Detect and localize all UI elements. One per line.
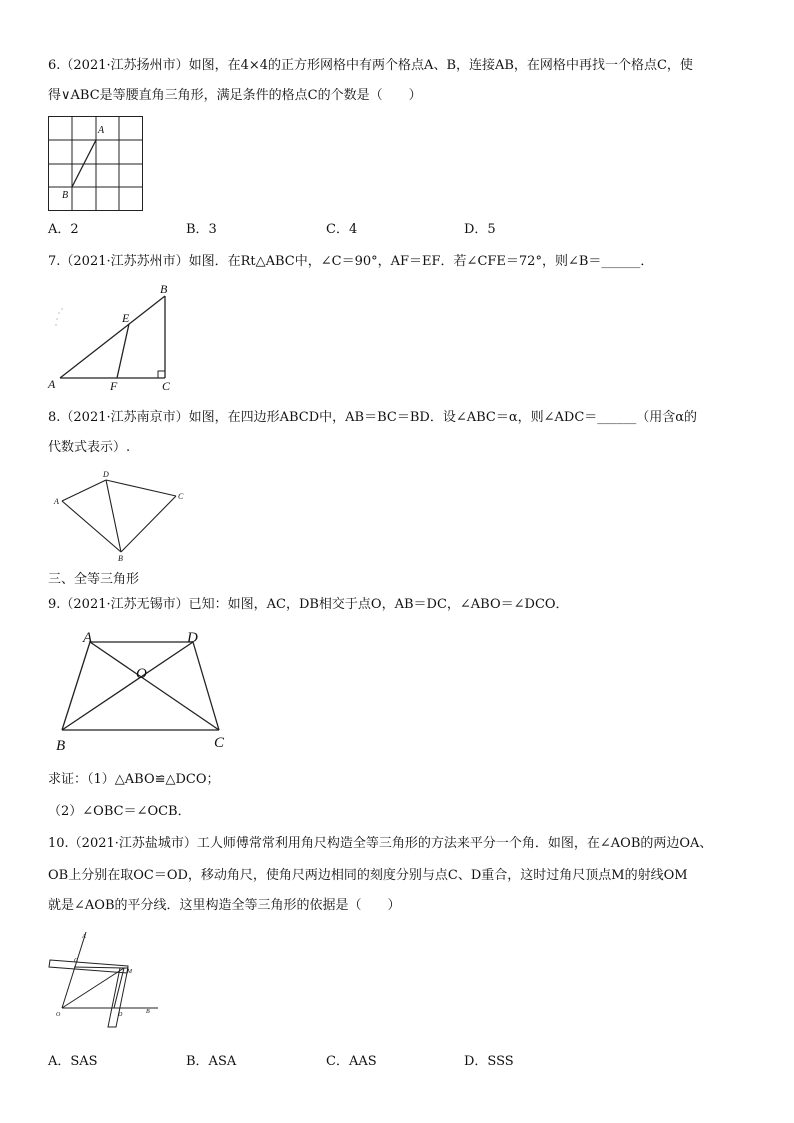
- q6-grid-figure: [48, 116, 144, 212]
- q6-text-line1: 6.（2021·江苏扬州市）如图，在4×4的正方形网格中有两个格点A、B，连接AB，在网格中再找一个格点C，使: [48, 58, 693, 73]
- q9-label-d: D: [187, 630, 198, 646]
- q9-text: 9.（2021·江苏无锡市）已知：如图，AC，DB相交于点O，AB＝DC，∠ABO＝∠DCO．: [48, 597, 569, 612]
- q7-text: 7.（2021·江苏苏州市）如图．在Rt△ABC中，∠C＝90°，AF＝EF．若∠CFE＝72°，则∠B＝______．: [48, 254, 654, 269]
- q10-label-a: A: [82, 934, 86, 940]
- q10-text-line3: 就是∠AOB的平分线．这里构造全等三角形的依据是（ ）: [48, 898, 401, 913]
- q7-label-b: B: [160, 282, 168, 296]
- q10-label-b: B: [146, 1009, 150, 1015]
- q7-label-e: E: [122, 311, 130, 325]
- q8-label-a: A: [54, 497, 59, 506]
- q10-text-line2: OB上分别在取OC＝OD，移动角尺，使角尺两边相同的刻度分别与点C、D重合，这时过角尺顶点M的射线OM: [48, 868, 688, 883]
- q6-choices: [48, 222, 496, 238]
- q10-text-line1: 10.（2021·江苏盐城市）工人师傅常常利用角尺构造全等三角形的方法来平分一个角．如图，在∠AOB的两边OA、: [48, 836, 713, 851]
- q9-proof-2: （2）∠OBC＝∠OCB．: [48, 804, 191, 819]
- q8-label-c: C: [178, 492, 184, 501]
- q6-label-b: B: [62, 190, 69, 201]
- q9-proof-1: 求证：（1）△ABO≌△DCO；: [48, 772, 220, 787]
- q6-choice-d[interactable]: D．5: [464, 222, 496, 237]
- q10-label-d: D: [118, 1012, 123, 1018]
- q8-quadrilateral-figure: [48, 468, 196, 564]
- q10-choice-d[interactable]: D．SSS: [464, 1054, 514, 1069]
- q8-text-line2: 代数式表示）.: [48, 440, 131, 455]
- q8-text-line1: 8.（2021·江苏南京市）如图，在四边形ABCD中，AB＝BC＝BD．设∠ABC＝α，则∠ADC＝______（用含α的: [48, 410, 698, 425]
- q9-label-o: O: [136, 666, 147, 682]
- q8-label-b: B: [118, 554, 123, 563]
- q10-choice-a[interactable]: A．SAS: [48, 1054, 98, 1069]
- q10-carpenter-square-figure: [48, 928, 163, 1040]
- q7-label-c: C: [162, 379, 171, 393]
- q9-label-b: B: [56, 738, 66, 754]
- q10-label-m: M: [127, 969, 132, 975]
- q10-choice-c[interactable]: C．AAS: [326, 1054, 377, 1069]
- q10-label-c: C: [74, 958, 79, 964]
- q6-choice-a[interactable]: A．2: [48, 222, 79, 237]
- q7-label-a: A: [48, 377, 56, 391]
- q10-label-o: O: [56, 1012, 61, 1018]
- q7-triangle-figure: [40, 280, 190, 398]
- q10-choice-b[interactable]: B．ASA: [186, 1054, 237, 1069]
- q6-choice-c[interactable]: C．4: [326, 222, 358, 237]
- q7-label-f: F: [110, 379, 118, 393]
- q6-label-a: A: [98, 125, 105, 136]
- q6-text-line2: 得∨ABC是等腰直角三角形，满足条件的格点C的个数是（ ）: [48, 88, 422, 103]
- q10-choices: [48, 1054, 514, 1070]
- q9-label-c: C: [214, 735, 225, 751]
- q9-label-a: A: [83, 630, 93, 646]
- q9-triangles-figure: [48, 624, 238, 754]
- section-title: 三、全等三角形: [48, 572, 140, 587]
- q8-label-d: D: [103, 470, 109, 479]
- q6-choice-b[interactable]: B．3: [186, 222, 217, 237]
